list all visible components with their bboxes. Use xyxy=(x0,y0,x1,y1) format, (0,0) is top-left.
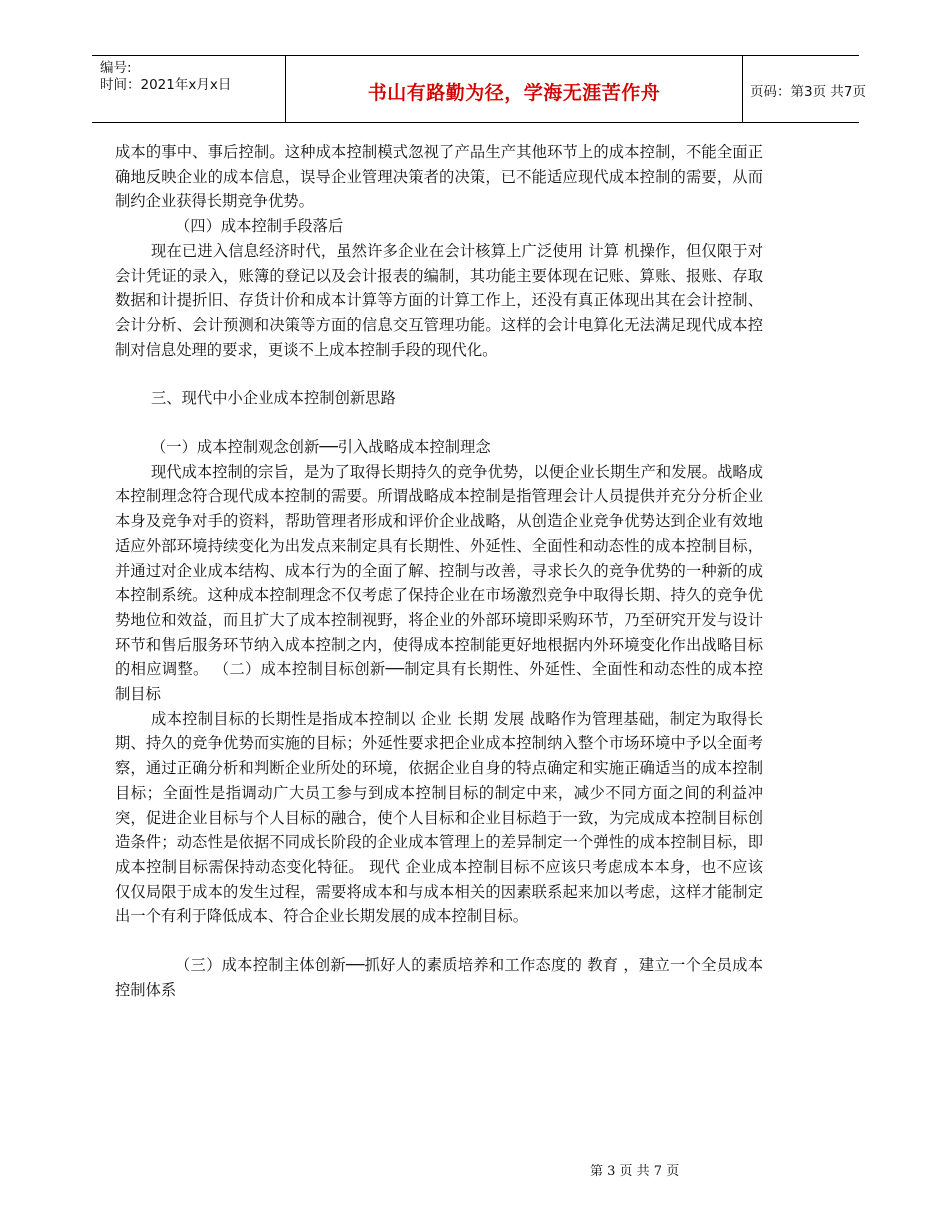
header-left-cell xyxy=(92,56,285,122)
header-motto-cell xyxy=(285,56,743,122)
paragraph-information-age: 现在已进入信息经济时代，虽然许多企业在会计核算上广泛使用 计算 机操作，但仅限于对会计凭证的录入，账簿的登记以及会计报表的编制，其功能主要体现在记账、算账、报账、存取数据和计提折旧、存货计价和成本计算等方面的计算工作上，还没有真正体现出其在会计控制、会计分析、会计预测和决策等方面的信息交互管理功能。这样的会计电算化无法满足现代成本控制对信息处理的要求，更谈不上成本控制手段的现代化。 xyxy=(115,241,763,359)
subheading-concept-innovation: （一）成本控制观念创新──引入战略成本控制理念 xyxy=(151,438,491,457)
section-heading-innovation: 三、现代中小企业成本控制创新思路 xyxy=(151,389,396,408)
header-page-info: 页码：第3页 共7页 xyxy=(750,84,866,100)
header-motto: 书山有路勤为径，学海无涯苦作舟 xyxy=(367,82,661,104)
page-header xyxy=(92,55,866,123)
header-page-cell xyxy=(742,56,866,122)
page-footer: 第 3 页 共 7 页 xyxy=(590,1164,680,1179)
subheading-control-means: （四）成本控制手段落后 xyxy=(175,217,344,236)
document-time-label: 时间：2021年x月x日 xyxy=(100,77,232,93)
subheading-subject-innovation: （三）成本控制主体创新──抓好人的素质培养和工作态度的 教育 ，建立一个全员成本控制体系 xyxy=(115,956,763,999)
paragraph-cost-control-targets: 成本控制目标的长期性是指成本控制以 企业 长期 发展 战略作为管理基础，制定为取得长期、持久的竞争优势而实施的目标；外延性要求把企业成本控制纳入整个市场环境中予以全面考察，通过正确分析和判断企业所处的环境，依据企业自身的特点确定和实施正确适当的成本控制目标；全面性是指调动广大员工参与到成本控制目标的制定中来，减少不同方面之间的利益冲突，促进企业目标与个人目标的融合，使个人目标和企业目标趋于一致，为完成成本控制目标创造条件；动态性是依据不同成长阶段的企业成本管理上的差异制定一个弹性的成本控制目标，即成本控制目标需保持动态变化特征。 现代 企业成本控制目标不应该只考虑成本本身，也不应该仅仅局限于成本的发生过程，需要将成本和与成本相关的因素联系起来加以考虑，这样才能制定出一个有利于降低成本、符合企业长期发展的成本控制目标。 xyxy=(115,709,763,926)
document-body xyxy=(115,140,763,1003)
paragraph-strategic-cost-control: 现代成本控制的宗旨，是为了取得长期持久的竞争优势，以便企业长期生产和发展。战略成本控制理念符合现代成本控制的需要。所谓战略成本控制是指管理会计人员提供并充分分析企业本身及竞争对手的资料，帮助管理者形成和评价企业战略，从创造企业竞争优势达到企业有效地适应外部环境持续变化为出发点来制定具有长期性、外延性、全面性和动态性的成本控制目标，并通过对企业成本结构、成本行为的全面了解、控制与改善，寻求长久的竞争优势的一种新的成本控制系统。这种成本控制理念不仅考虑了保持企业在市场激烈竞争中取得长期、持久的竞争优势地位和效益，而且扩大了成本控制视野，将企业的外部环境即采购环节，乃至研究开发与设计环节和售后服务环节纳入成本控制之内，使得成本控制能更好地根据内外环境变化作出战略目标的相应调整。 （二）成本控制目标创新──制定具有长期性、外延性、全面性和动态性的成本控制目标 xyxy=(115,462,763,704)
paragraph-cost-control-mode: 成本的事中、事后控制。这种成本控制模式忽视了产品生产其他环节上的成本控制，不能全面正确地反映企业的成本信息，误导企业管理决策者的决策，已不能适应现代成本控制的需要，从而制约企业获得长期竞争优势。 xyxy=(115,143,763,211)
document-number-label: 编号: xyxy=(100,60,132,76)
